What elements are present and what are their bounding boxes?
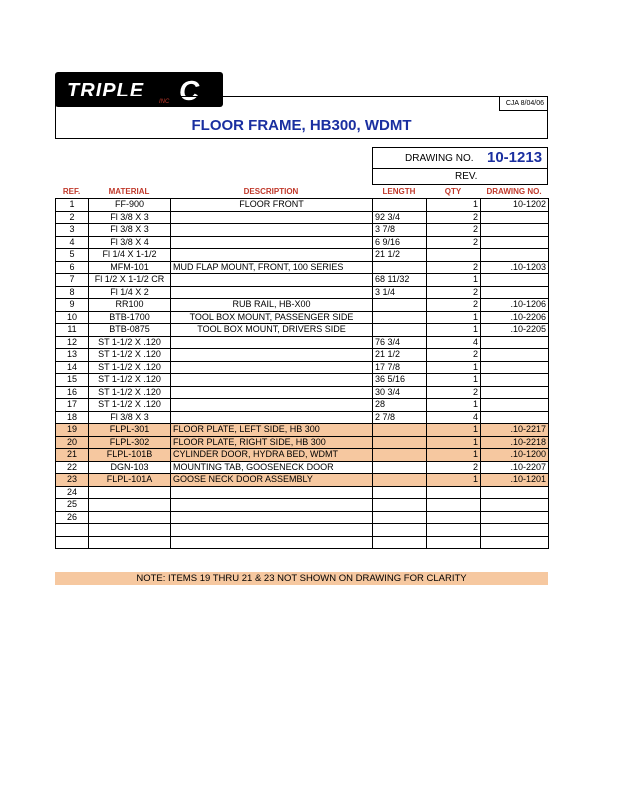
material-cell: ST 1-1/2 X .120 bbox=[89, 361, 171, 374]
bom-table-body bbox=[56, 199, 549, 549]
ref-cell: 19 bbox=[56, 424, 89, 437]
qty-cell: 2 bbox=[427, 349, 481, 362]
description-cell: FLOOR FRONT bbox=[171, 199, 373, 212]
drawing-no-cell: .10-1201 bbox=[481, 474, 549, 487]
material-cell: Fl 1/4 X 2 bbox=[89, 286, 171, 299]
drawing-no-cell bbox=[481, 486, 549, 499]
length-cell bbox=[373, 474, 427, 487]
ref-cell: 4 bbox=[56, 236, 89, 249]
drawing-no-cell bbox=[481, 374, 549, 387]
drawing-no-cell: .10-2217 bbox=[481, 424, 549, 437]
qty-cell: 1 bbox=[427, 274, 481, 287]
length-cell: 21 1/2 bbox=[373, 349, 427, 362]
material-cell: FLPL-101A bbox=[89, 474, 171, 487]
material-cell: BTB-0875 bbox=[89, 324, 171, 337]
table-row bbox=[56, 424, 549, 437]
length-cell: 21 1/2 bbox=[373, 249, 427, 262]
material-cell: DGN-103 bbox=[89, 461, 171, 474]
table-row bbox=[56, 249, 549, 262]
description-cell: FLOOR PLATE, RIGHT SIDE, HB 300 bbox=[171, 436, 373, 449]
table-row bbox=[56, 461, 549, 474]
table-row bbox=[56, 486, 549, 499]
svg-text:TRIPLE: TRIPLE bbox=[67, 80, 145, 102]
description-cell bbox=[171, 336, 373, 349]
ref-cell: 13 bbox=[56, 349, 89, 362]
table-row bbox=[56, 399, 549, 412]
qty-cell: 2 bbox=[427, 224, 481, 237]
material-cell: Fl 3/8 X 3 bbox=[89, 211, 171, 224]
table-row bbox=[56, 274, 549, 287]
material-cell: MFM-101 bbox=[89, 261, 171, 274]
table-row bbox=[56, 311, 549, 324]
length-cell bbox=[373, 311, 427, 324]
drawing-no-cell: .10-1200 bbox=[481, 449, 549, 462]
table-row bbox=[56, 199, 549, 212]
ref-cell: 15 bbox=[56, 374, 89, 387]
description-cell bbox=[171, 274, 373, 287]
ref-cell: 18 bbox=[56, 411, 89, 424]
material-cell: ST 1-1/2 X .120 bbox=[89, 374, 171, 387]
drawing-no-cell bbox=[481, 249, 549, 262]
description-cell: TOOL BOX MOUNT, PASSENGER SIDE bbox=[171, 311, 373, 324]
length-cell: 17 7/8 bbox=[373, 361, 427, 374]
ref-cell: 12 bbox=[56, 336, 89, 349]
length-cell bbox=[373, 486, 427, 499]
drawing-no-cell bbox=[481, 336, 549, 349]
table-row bbox=[56, 361, 549, 374]
qty-cell: 2 bbox=[427, 461, 481, 474]
ref-cell: 1 bbox=[56, 199, 89, 212]
drawing-no-cell bbox=[481, 361, 549, 374]
material-cell: FLPL-101B bbox=[89, 449, 171, 462]
material-cell: FF-900 bbox=[89, 199, 171, 212]
title-block bbox=[55, 96, 548, 139]
table-row bbox=[56, 499, 549, 512]
qty-cell: 2 bbox=[427, 261, 481, 274]
qty-cell bbox=[427, 249, 481, 262]
description-cell bbox=[171, 511, 373, 524]
material-cell bbox=[89, 511, 171, 524]
table-row bbox=[56, 211, 549, 224]
description-cell bbox=[171, 361, 373, 374]
table-row bbox=[56, 299, 549, 312]
length-cell bbox=[373, 324, 427, 337]
ref-cell: 26 bbox=[56, 511, 89, 524]
qty-cell: 1 bbox=[427, 199, 481, 212]
material-cell: Fl 1/4 X 1-1/2 bbox=[89, 249, 171, 262]
description-cell: MUD FLAP MOUNT, FRONT, 100 SERIES bbox=[171, 261, 373, 274]
drawing-no-cell: 10-1202 bbox=[481, 199, 549, 212]
ref-cell: 22 bbox=[56, 461, 89, 474]
drawing-no-cell bbox=[481, 499, 549, 512]
length-cell bbox=[373, 424, 427, 437]
description-cell bbox=[171, 286, 373, 299]
qty-cell: 1 bbox=[427, 449, 481, 462]
drawing-no-cell: .10-2207 bbox=[481, 461, 549, 474]
drawing-no-cell bbox=[481, 236, 549, 249]
description-cell bbox=[171, 236, 373, 249]
drawing-no-cell bbox=[481, 349, 549, 362]
length-cell: 6 9/16 bbox=[373, 236, 427, 249]
material-cell bbox=[89, 524, 171, 537]
material-cell: Fl 1/2 X 1-1/2 CR bbox=[89, 274, 171, 287]
drawing-no-cell bbox=[481, 386, 549, 399]
description-cell: RUB RAIL, HB-X00 bbox=[171, 299, 373, 312]
table-row bbox=[56, 436, 549, 449]
description-cell bbox=[171, 399, 373, 412]
ref-cell: 7 bbox=[56, 274, 89, 287]
drawing-no-cell: .10-2218 bbox=[481, 436, 549, 449]
ref-cell: 14 bbox=[56, 361, 89, 374]
col-header-drawing-no: DRAWING NO. bbox=[486, 187, 542, 196]
column-headers bbox=[55, 186, 548, 198]
drawing-no-cell: .10-2205 bbox=[481, 324, 549, 337]
table-row bbox=[56, 374, 549, 387]
qty-cell: 1 bbox=[427, 399, 481, 412]
material-cell: FLPL-301 bbox=[89, 424, 171, 437]
col-header-length: LENGTH bbox=[382, 187, 416, 196]
material-cell bbox=[89, 536, 171, 549]
drawing-no-cell: .10-1206 bbox=[481, 299, 549, 312]
table-row bbox=[56, 386, 549, 399]
material-cell: ST 1-1/2 X .120 bbox=[89, 399, 171, 412]
table-row bbox=[56, 449, 549, 462]
ref-cell: 16 bbox=[56, 386, 89, 399]
ref-cell: 10 bbox=[56, 311, 89, 324]
table-row bbox=[56, 411, 549, 424]
qty-cell bbox=[427, 499, 481, 512]
material-cell bbox=[89, 499, 171, 512]
length-cell: 3 1/4 bbox=[373, 286, 427, 299]
drawing-no-cell bbox=[481, 524, 549, 537]
table-row bbox=[56, 224, 549, 237]
drawing-no-cell bbox=[481, 224, 549, 237]
material-cell: Fl 3/8 X 4 bbox=[89, 236, 171, 249]
col-header-qty: QTY bbox=[444, 187, 462, 196]
ref-cell: 6 bbox=[56, 261, 89, 274]
ref-cell: 20 bbox=[56, 436, 89, 449]
qty-cell bbox=[427, 511, 481, 524]
drawing-no-cell bbox=[481, 274, 549, 287]
svg-text:INC: INC bbox=[159, 99, 170, 105]
ref-cell: 2 bbox=[56, 211, 89, 224]
table-row bbox=[56, 474, 549, 487]
drawing-no-cell bbox=[481, 211, 549, 224]
material-cell bbox=[89, 486, 171, 499]
ref-cell bbox=[56, 524, 89, 537]
length-cell bbox=[373, 536, 427, 549]
description-cell: FLOOR PLATE, LEFT SIDE, HB 300 bbox=[171, 424, 373, 437]
revision-label: REV. bbox=[455, 171, 478, 182]
table-row bbox=[56, 336, 549, 349]
qty-cell: 2 bbox=[427, 211, 481, 224]
table-row bbox=[56, 261, 549, 274]
length-cell bbox=[373, 261, 427, 274]
qty-cell: 2 bbox=[427, 299, 481, 312]
description-cell bbox=[171, 411, 373, 424]
material-cell: BTB-1700 bbox=[89, 311, 171, 324]
qty-cell: 2 bbox=[427, 236, 481, 249]
length-cell: 68 11/32 bbox=[373, 274, 427, 287]
qty-cell bbox=[427, 486, 481, 499]
qty-cell: 4 bbox=[427, 336, 481, 349]
length-cell bbox=[373, 449, 427, 462]
description-cell: MOUNTING TAB, GOOSENECK DOOR bbox=[171, 461, 373, 474]
qty-cell: 1 bbox=[427, 436, 481, 449]
qty-cell: 1 bbox=[427, 424, 481, 437]
material-cell: RR100 bbox=[89, 299, 171, 312]
ref-cell: 23 bbox=[56, 474, 89, 487]
table-row bbox=[56, 536, 549, 549]
qty-cell: 1 bbox=[427, 324, 481, 337]
qty-cell bbox=[427, 524, 481, 537]
description-cell: GOOSE NECK DOOR ASSEMBLY bbox=[171, 474, 373, 487]
material-cell: ST 1-1/2 X .120 bbox=[89, 386, 171, 399]
qty-cell: 2 bbox=[427, 386, 481, 399]
drawing-number-block bbox=[372, 147, 548, 185]
description-cell bbox=[171, 211, 373, 224]
length-cell: 3 7/8 bbox=[373, 224, 427, 237]
material-cell: Fl 3/8 X 3 bbox=[89, 224, 171, 237]
ref-cell bbox=[56, 536, 89, 549]
length-cell bbox=[373, 499, 427, 512]
length-cell bbox=[373, 199, 427, 212]
length-cell bbox=[373, 436, 427, 449]
drawing-no-cell bbox=[481, 286, 549, 299]
page-title: FLOOR FRAME, HB300, WDMT bbox=[191, 117, 412, 134]
qty-cell: 2 bbox=[427, 286, 481, 299]
qty-cell: 1 bbox=[427, 361, 481, 374]
length-cell: 36 5/16 bbox=[373, 374, 427, 387]
ref-cell: 3 bbox=[56, 224, 89, 237]
length-cell: 92 3/4 bbox=[373, 211, 427, 224]
ref-cell: 21 bbox=[56, 449, 89, 462]
length-cell bbox=[373, 461, 427, 474]
qty-cell: 1 bbox=[427, 311, 481, 324]
description-cell bbox=[171, 374, 373, 387]
material-cell: FLPL-302 bbox=[89, 436, 171, 449]
length-cell bbox=[373, 511, 427, 524]
table-row bbox=[56, 236, 549, 249]
ref-cell: 8 bbox=[56, 286, 89, 299]
material-cell: Fl 3/8 X 3 bbox=[89, 411, 171, 424]
length-cell: 28 bbox=[373, 399, 427, 412]
description-cell bbox=[171, 249, 373, 262]
length-cell: 2 7/8 bbox=[373, 411, 427, 424]
description-cell bbox=[171, 524, 373, 537]
drawing-no-cell bbox=[481, 536, 549, 549]
description-cell bbox=[171, 224, 373, 237]
ref-cell: 11 bbox=[56, 324, 89, 337]
qty-cell bbox=[427, 536, 481, 549]
length-cell bbox=[373, 524, 427, 537]
drawing-no-cell bbox=[481, 411, 549, 424]
qty-cell: 1 bbox=[427, 374, 481, 387]
drawing-number-label: DRAWING NO. bbox=[405, 153, 474, 164]
table-row bbox=[56, 511, 549, 524]
note-banner: NOTE: ITEMS 19 THRU 21 & 23 NOT SHOWN ON DRAWING FOR CLARITY bbox=[55, 572, 548, 585]
ref-cell: 24 bbox=[56, 486, 89, 499]
description-cell bbox=[171, 536, 373, 549]
drawing-no-cell: .10-2206 bbox=[481, 311, 549, 324]
drawing-no-cell: .10-1203 bbox=[481, 261, 549, 274]
ref-cell: 17 bbox=[56, 399, 89, 412]
length-cell: 76 3/4 bbox=[373, 336, 427, 349]
description-cell bbox=[171, 499, 373, 512]
material-cell: ST 1-1/2 X .120 bbox=[89, 336, 171, 349]
svg-text:C: C bbox=[179, 75, 200, 106]
description-cell: CYLINDER DOOR, HYDRA BED, WDMT bbox=[171, 449, 373, 462]
col-header-material: MATERIAL bbox=[108, 187, 150, 196]
material-cell: ST 1-1/2 X .120 bbox=[89, 349, 171, 362]
col-header-description: DESCRIPTION bbox=[243, 187, 299, 196]
table-row bbox=[56, 286, 549, 299]
qty-cell: 1 bbox=[427, 474, 481, 487]
table-row bbox=[56, 324, 549, 337]
length-cell: 30 3/4 bbox=[373, 386, 427, 399]
ref-cell: 5 bbox=[56, 249, 89, 262]
description-cell bbox=[171, 349, 373, 362]
ref-cell: 9 bbox=[56, 299, 89, 312]
bill-of-materials-table bbox=[55, 198, 549, 549]
description-cell bbox=[171, 386, 373, 399]
description-cell bbox=[171, 486, 373, 499]
description-cell: TOOL BOX MOUNT, DRIVERS SIDE bbox=[171, 324, 373, 337]
drawing-no-cell bbox=[481, 399, 549, 412]
length-cell bbox=[373, 299, 427, 312]
col-header-ref: REF. bbox=[62, 187, 81, 196]
ref-cell: 25 bbox=[56, 499, 89, 512]
qty-cell: 4 bbox=[427, 411, 481, 424]
drawing-number-value: 10-1213 bbox=[487, 149, 543, 166]
drawing-no-cell bbox=[481, 511, 549, 524]
table-row bbox=[56, 349, 549, 362]
date-code: CJA 8/04/06 bbox=[499, 97, 547, 111]
table-row bbox=[56, 524, 549, 537]
